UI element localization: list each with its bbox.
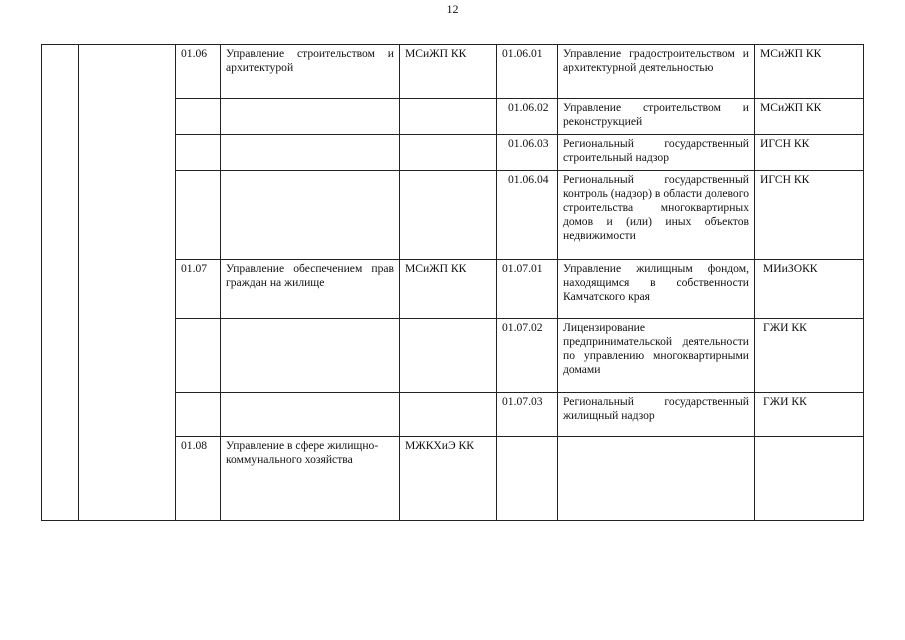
subsection-name: Региональный государственный жилищный надзор	[558, 393, 755, 437]
subsection-name: Лицензирование предпринимательской деятельности по управлению многоквартирными домами	[558, 319, 755, 393]
section-name	[221, 171, 400, 260]
subsection-org: ГЖИ КК	[755, 393, 864, 437]
subsection-name: Региональный государственный строительный надзор	[558, 135, 755, 171]
section-code	[176, 135, 221, 171]
section-org	[400, 99, 497, 135]
subsection-name: Управление жилищным фондом, находящимся в собственности Камчатского края	[558, 260, 755, 319]
section-name: Управление строительством и архитектурой	[221, 45, 400, 99]
subsection-code: 01.06.03	[497, 135, 558, 171]
subsection-org: ИГСН КК	[755, 135, 864, 171]
subsection-org	[755, 437, 864, 521]
subsection-code: 01.06.01	[497, 45, 558, 99]
blank-column-2	[79, 45, 176, 521]
section-name: Управление обеспечением прав граждан на жилище	[221, 260, 400, 319]
registry-table	[41, 44, 864, 521]
table-row	[42, 45, 864, 99]
section-name	[221, 135, 400, 171]
subsection-name: Управление строительством и реконструкцией	[558, 99, 755, 135]
blank-column-1	[42, 45, 79, 521]
subsection-org: МСиЖП КК	[755, 99, 864, 135]
subsection-name: Региональный государственный контроль (надзор) в области долевого строительства многоквартирных домов и (или) иных объектов недвижимости	[558, 171, 755, 260]
subsection-org: МСиЖП КК	[755, 45, 864, 99]
section-code	[176, 171, 221, 260]
section-code: 01.07	[176, 260, 221, 319]
subsection-org: ИГСН КК	[755, 171, 864, 260]
subsection-org: ГЖИ КК	[755, 319, 864, 393]
section-code	[176, 319, 221, 393]
section-code: 01.08	[176, 437, 221, 521]
section-name	[221, 99, 400, 135]
section-name	[221, 319, 400, 393]
section-org: МСиЖП КК	[400, 260, 497, 319]
page-number: 12	[446, 2, 459, 16]
section-name	[221, 393, 400, 437]
section-org	[400, 171, 497, 260]
section-org	[400, 135, 497, 171]
subsection-org: МИиЗОКК	[755, 260, 864, 319]
subsection-name	[558, 437, 755, 521]
section-code	[176, 393, 221, 437]
section-name: Управление в сфере жилищно-коммунального хозяйства	[221, 437, 400, 521]
subsection-code: 01.07.01	[497, 260, 558, 319]
subsection-name: Управление градостроительством и архитектурной деятельностью	[558, 45, 755, 99]
subsection-code	[497, 437, 558, 521]
section-org	[400, 393, 497, 437]
subsection-code: 01.06.04	[497, 171, 558, 260]
section-org: МСиЖП КК	[400, 45, 497, 99]
subsection-code: 01.07.02	[497, 319, 558, 393]
section-org: МЖКХиЭ КК	[400, 437, 497, 521]
section-code	[176, 99, 221, 135]
section-code: 01.06	[176, 45, 221, 99]
subsection-code: 01.06.02	[497, 99, 558, 135]
subsection-code: 01.07.03	[497, 393, 558, 437]
section-org	[400, 319, 497, 393]
